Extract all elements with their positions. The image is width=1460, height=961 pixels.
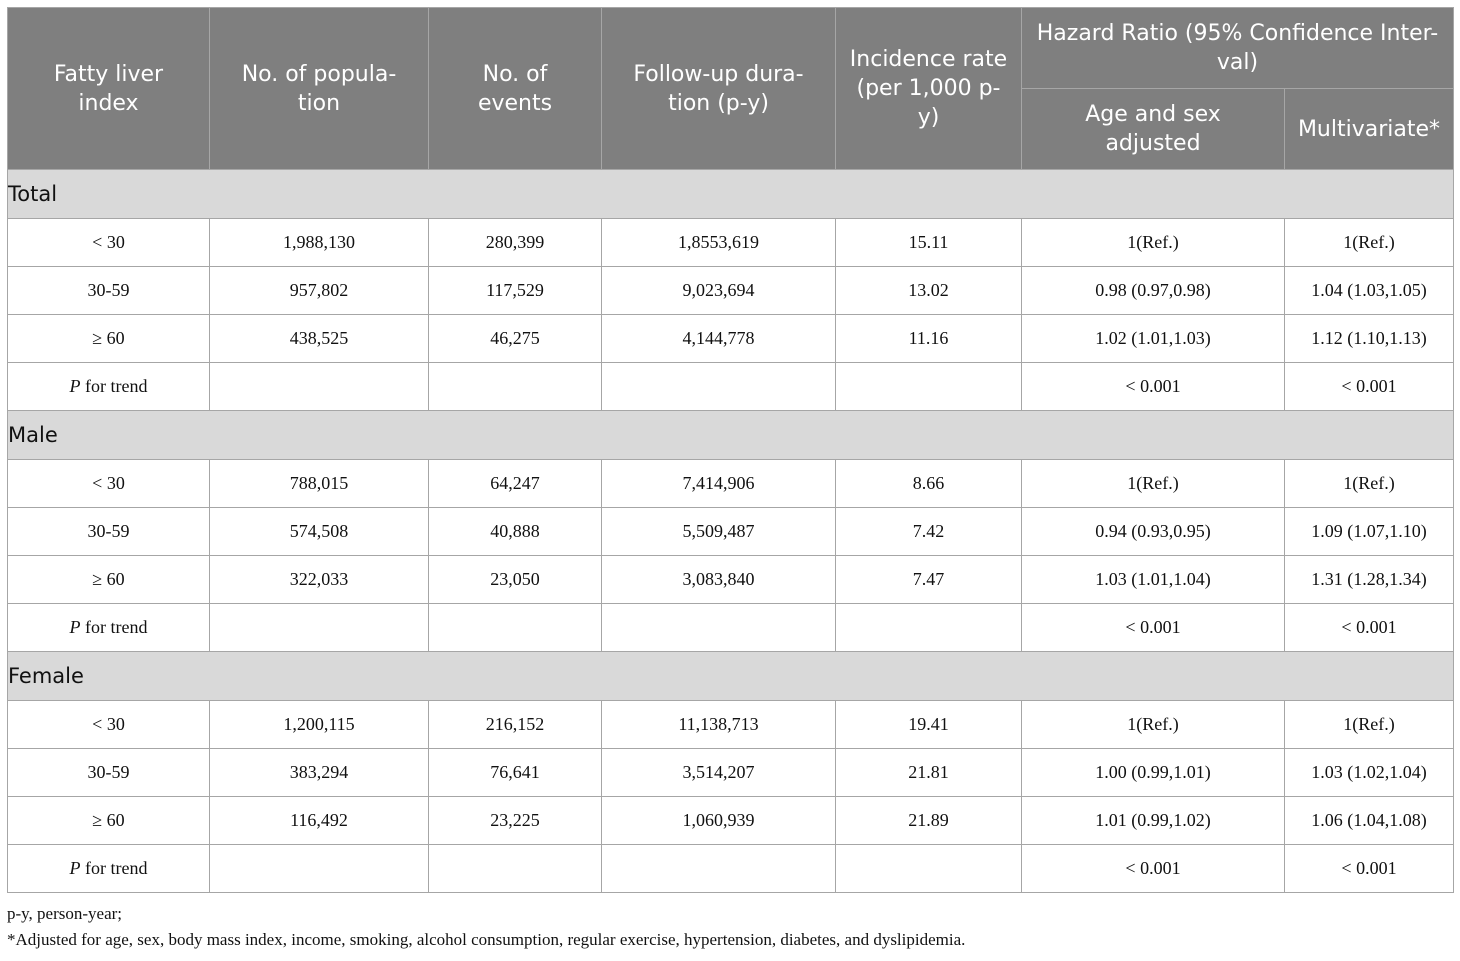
trend-label: for trend [80, 858, 148, 878]
events-cell: 280,399 [429, 219, 602, 267]
empty-cell [429, 363, 602, 411]
follow-up-cell: 3,083,840 [602, 556, 836, 604]
p-symbol: P [69, 376, 81, 396]
fatty-liver-index-cell: < 30 [8, 701, 210, 749]
hr-multivariate-cell: 1.09 (1.07,1.10) [1285, 508, 1454, 556]
footnote-adjustment: *Adjusted for age, sex, body mass index, income, smoking, alcohol consumption, regular exercise, hypertension, diabetes, and dyslipidemia. [7, 930, 966, 949]
section-title: Female [8, 652, 1454, 701]
fatty-liver-index-cell: ≥ 60 [8, 797, 210, 845]
empty-cell [602, 845, 836, 893]
empty-cell [429, 845, 602, 893]
population-cell: 1,200,115 [210, 701, 429, 749]
hr-multivariate-cell: 1.04 (1.03,1.05) [1285, 267, 1454, 315]
follow-up-cell: 5,509,487 [602, 508, 836, 556]
empty-cell [210, 604, 429, 652]
table-row [8, 556, 1454, 604]
empty-cell [210, 363, 429, 411]
incidence-rate-cell: 21.89 [836, 797, 1022, 845]
footnote-abbreviation: p-y, person-year; [7, 904, 123, 923]
hr-age-sex-cell: 1(Ref.) [1022, 219, 1285, 267]
follow-up-cell: 3,514,207 [602, 749, 836, 797]
population-cell: 788,015 [210, 460, 429, 508]
incidence-rate-cell: 8.66 [836, 460, 1022, 508]
hr-multivariate-cell: 1.12 (1.10,1.13) [1285, 315, 1454, 363]
fatty-liver-index-cell: 30-59 [8, 749, 210, 797]
header-follow-up: Follow-up dura-tion (p-y) [602, 8, 836, 170]
population-cell: 322,033 [210, 556, 429, 604]
empty-cell [836, 363, 1022, 411]
header-age-sex-adjusted: Age and sex adjusted [1022, 89, 1285, 170]
fatty-liver-index-cell: < 30 [8, 219, 210, 267]
table-header [8, 8, 1454, 170]
hr-multivariate-cell: 1(Ref.) [1285, 701, 1454, 749]
section-row [8, 411, 1454, 460]
table-row [8, 749, 1454, 797]
fatty-liver-index-cell: ≥ 60 [8, 315, 210, 363]
header-multivariate: Multivariate* [1285, 89, 1454, 170]
fatty-liver-index-cell: < 30 [8, 460, 210, 508]
table-row [8, 797, 1454, 845]
header-incidence-rate: Incidence rate (per 1,000 p-y) [836, 8, 1022, 170]
incidence-rate-cell: 7.47 [836, 556, 1022, 604]
incidence-rate-cell: 21.81 [836, 749, 1022, 797]
hr-multivariate-cell: 1.06 (1.04,1.08) [1285, 797, 1454, 845]
table-row [8, 315, 1454, 363]
trend-label-cell [8, 363, 210, 411]
incidence-rate-cell: 15.11 [836, 219, 1022, 267]
table-row [8, 219, 1454, 267]
population-cell: 438,525 [210, 315, 429, 363]
hr-multivariate-cell: 1(Ref.) [1285, 460, 1454, 508]
follow-up-cell: 4,144,778 [602, 315, 836, 363]
trend-age-sex-cell: < 0.001 [1022, 363, 1285, 411]
fatty-liver-index-cell: ≥ 60 [8, 556, 210, 604]
section-title: Total [8, 170, 1454, 219]
events-cell: 76,641 [429, 749, 602, 797]
hr-age-sex-cell: 1.03 (1.01,1.04) [1022, 556, 1285, 604]
section-row [8, 652, 1454, 701]
hr-multivariate-cell: 1.03 (1.02,1.04) [1285, 749, 1454, 797]
empty-cell [429, 604, 602, 652]
table-row [8, 460, 1454, 508]
table-row [8, 267, 1454, 315]
data-table [7, 7, 1454, 893]
incidence-rate-cell: 13.02 [836, 267, 1022, 315]
empty-cell [602, 363, 836, 411]
fatty-liver-index-cell: 30-59 [8, 267, 210, 315]
fatty-liver-index-cell: 30-59 [8, 508, 210, 556]
p-symbol: P [69, 858, 81, 878]
population-cell: 383,294 [210, 749, 429, 797]
trend-age-sex-cell: < 0.001 [1022, 604, 1285, 652]
follow-up-cell: 11,138,713 [602, 701, 836, 749]
events-cell: 117,529 [429, 267, 602, 315]
incidence-rate-cell: 19.41 [836, 701, 1022, 749]
follow-up-cell: 1,8553,619 [602, 219, 836, 267]
events-cell: 216,152 [429, 701, 602, 749]
empty-cell [602, 604, 836, 652]
table-row [8, 701, 1454, 749]
table-body [8, 170, 1454, 893]
p-symbol: P [69, 617, 81, 637]
header-hazard-ratio: Hazard Ratio (95% Confidence Inter-val) [1022, 8, 1454, 89]
trend-label: for trend [80, 376, 148, 396]
incidence-rate-cell: 7.42 [836, 508, 1022, 556]
events-cell: 46,275 [429, 315, 602, 363]
section-title: Male [8, 411, 1454, 460]
trend-label-cell [8, 845, 210, 893]
follow-up-cell: 1,060,939 [602, 797, 836, 845]
events-cell: 23,225 [429, 797, 602, 845]
header-fatty-liver-index: Fatty liver index [8, 8, 210, 170]
population-cell: 116,492 [210, 797, 429, 845]
population-cell: 574,508 [210, 508, 429, 556]
trend-row [8, 604, 1454, 652]
population-cell: 957,802 [210, 267, 429, 315]
follow-up-cell: 7,414,906 [602, 460, 836, 508]
events-cell: 64,247 [429, 460, 602, 508]
events-cell: 23,050 [429, 556, 602, 604]
table-row [8, 508, 1454, 556]
empty-cell [836, 604, 1022, 652]
hr-age-sex-cell: 0.98 (0.97,0.98) [1022, 267, 1285, 315]
hr-age-sex-cell: 1.02 (1.01,1.03) [1022, 315, 1285, 363]
hr-age-sex-cell: 1.00 (0.99,1.01) [1022, 749, 1285, 797]
hr-age-sex-cell: 1(Ref.) [1022, 460, 1285, 508]
trend-age-sex-cell: < 0.001 [1022, 845, 1285, 893]
header-population: No. of popula-tion [210, 8, 429, 170]
hr-multivariate-cell: 1.31 (1.28,1.34) [1285, 556, 1454, 604]
trend-label-cell [8, 604, 210, 652]
hr-age-sex-cell: 1(Ref.) [1022, 701, 1285, 749]
empty-cell [210, 845, 429, 893]
trend-multivariate-cell: < 0.001 [1285, 363, 1454, 411]
header-events: No. of events [429, 8, 602, 170]
hr-age-sex-cell: 1.01 (0.99,1.02) [1022, 797, 1285, 845]
follow-up-cell: 9,023,694 [602, 267, 836, 315]
trend-row [8, 845, 1454, 893]
population-cell: 1,988,130 [210, 219, 429, 267]
incidence-rate-cell: 11.16 [836, 315, 1022, 363]
section-row [8, 170, 1454, 219]
empty-cell [836, 845, 1022, 893]
hr-multivariate-cell: 1(Ref.) [1285, 219, 1454, 267]
events-cell: 40,888 [429, 508, 602, 556]
trend-row [8, 363, 1454, 411]
trend-label: for trend [80, 617, 148, 637]
hr-age-sex-cell: 0.94 (0.93,0.95) [1022, 508, 1285, 556]
trend-multivariate-cell: < 0.001 [1285, 845, 1454, 893]
trend-multivariate-cell: < 0.001 [1285, 604, 1454, 652]
